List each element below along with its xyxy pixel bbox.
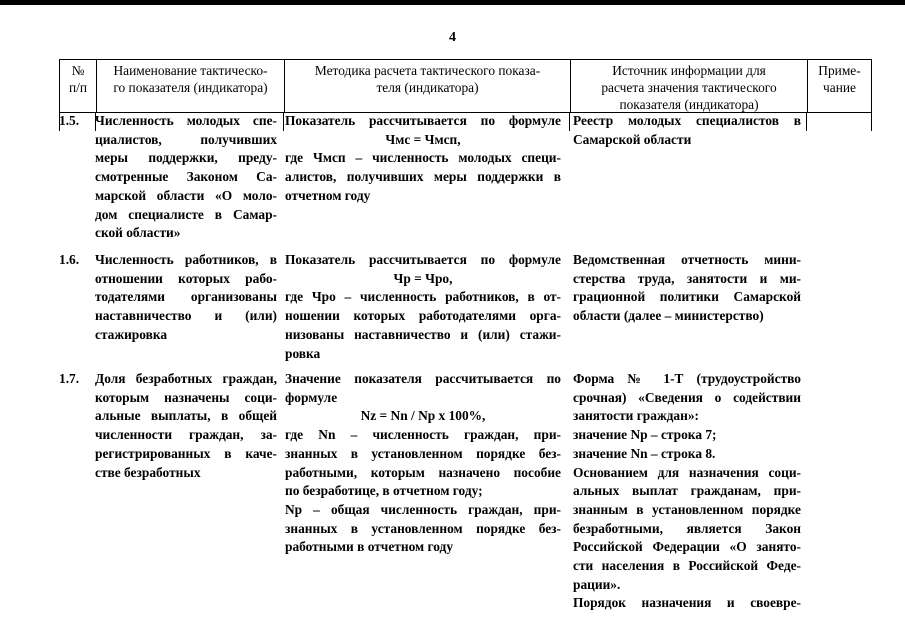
text-line: знанных в установленном порядке без- [285,520,561,536]
text-line: Форма № 1-Т (трудоустройство [573,371,801,386]
row-number: 1.6. [59,252,80,267]
text-line: стерства труда, занятости и ми- [573,270,801,286]
text-line: низованы наставничество и (или) стажи- [285,326,561,342]
text-line: Численность молодых спе- [95,113,277,128]
text-line: значение Nn – строка 8. [573,445,716,461]
header-name [97,60,284,112]
text-line: Порядок назначения и своевре- [573,595,801,611]
header-method-line1: Методика расчета тактического показа- [314,63,541,78]
text-line: безработными, является Закон [573,520,801,536]
text-line: формуле [285,389,338,405]
header-source [571,60,807,112]
text-line: меры поддержки, преду- [95,150,277,166]
formula: Чмс = Чмсп, [385,131,461,147]
text-line: где Чро – численность работников, в от- [285,289,561,305]
table-header [59,59,872,113]
text-line: регистрированных в каче- [95,445,277,461]
header-note [808,60,871,112]
text-line: которым назначены соци- [95,389,277,405]
text-line: альные выплаты, в общей [95,408,277,424]
header-source-line1: Источник информации для [612,63,766,78]
information-source [573,370,801,613]
text-line: ровка [285,345,321,361]
header-source-line3: показателя (индикатора) [619,97,759,112]
text-line: Доля безработных граждан, [95,371,277,386]
header-num-line1: № [71,63,85,78]
text-line: Численность работников, в [95,252,277,267]
indicator-name [95,251,277,345]
row-number: 1.5. [59,113,80,128]
text-line: Российской Федерации «О занято- [573,539,801,555]
row-divider [871,113,872,131]
text-line: численности граждан, за- [95,427,277,443]
text-line: стажировка [95,326,168,342]
calculation-method [285,251,561,363]
text-line: занятости граждан»: [573,408,699,424]
text-line: области (далее – министерство) [573,308,764,324]
text-line: знанным в установленном порядке [573,501,801,517]
row-divider [283,113,284,131]
row-divider [569,113,570,131]
text-line: Самарской области [573,131,692,147]
page-number: 4 [449,30,456,45]
text-line: сти населения в Российской Феде- [573,558,801,574]
text-line: Показатель рассчитывается по формуле [285,113,561,128]
header-note-line2: чание [823,80,856,95]
header-num [60,60,96,112]
text-line: алистов, получивших меры поддержки в [285,169,561,185]
text-line: альных выплат гражданам, при- [573,483,801,499]
text-line: Np – общая численность граждан, при- [285,501,561,517]
calculation-method [285,370,561,557]
text-line: Реестр молодых специалистов в [573,113,801,128]
text-line: дом специалисте в Самар- [95,206,277,222]
text-line: Показатель рассчитывается по формуле [285,252,561,267]
text-line: ской области» [95,225,181,241]
text-line: отчетном году [285,187,371,203]
text-line: отношении которых рабо- [95,270,277,286]
text-line: по безработице, в отчетном году; [285,483,483,499]
information-source [573,112,801,149]
header-source-line2: расчета значения тактического [601,80,777,95]
text-line: марской области «О моло- [95,187,277,203]
text-line: смотренные Законом Са- [95,169,277,185]
text-line: циалистов, получивших [95,131,277,147]
header-name-line1: Наименование тактическо- [113,63,268,78]
text-line: ношении которых работодателями орга- [285,308,561,324]
text-line: тодателями организованы [95,289,277,305]
indicator-name [95,112,277,243]
text-line: срочная) «Сведения о содействии [573,389,801,405]
text-line: наставничество и (или) [95,308,277,324]
formula: Nz = Nn / Np x 100%, [360,408,486,424]
text-line: грационной политики Самарской [573,289,801,305]
text-line: значение Np – строка 7; [573,427,717,443]
header-name-line2: го показателя (индикатора) [113,80,268,95]
information-source [573,251,801,326]
text-line: Ведомственная отчетность мини- [573,252,801,267]
text-line: Значение показателя рассчитывается по [285,371,561,386]
text-line: знанных в установленном порядке без- [285,445,561,461]
text-line: стве безработных [95,464,201,480]
text-line: работными в отчетном году [285,539,454,555]
text-line: Основанием для назначения соци- [573,464,801,480]
indicator-name [95,370,277,482]
calculation-method [285,112,561,206]
header-note-line1: Приме- [818,63,861,78]
text-line: где Чмсп – численность молодых специ- [285,150,561,166]
row-divider [806,113,807,131]
header-method-line2: теля (индикатора) [376,80,479,95]
header-method [285,60,570,112]
formula: Чр = Чро, [393,270,453,286]
top-border [0,0,905,5]
text-line: работными, которым назначено пособие [285,464,561,480]
header-num-line2: п/п [68,80,88,95]
row-number: 1.7. [59,371,80,386]
text-line: рации». [573,576,621,592]
text-line: где Nn – численность граждан, при- [285,427,561,443]
